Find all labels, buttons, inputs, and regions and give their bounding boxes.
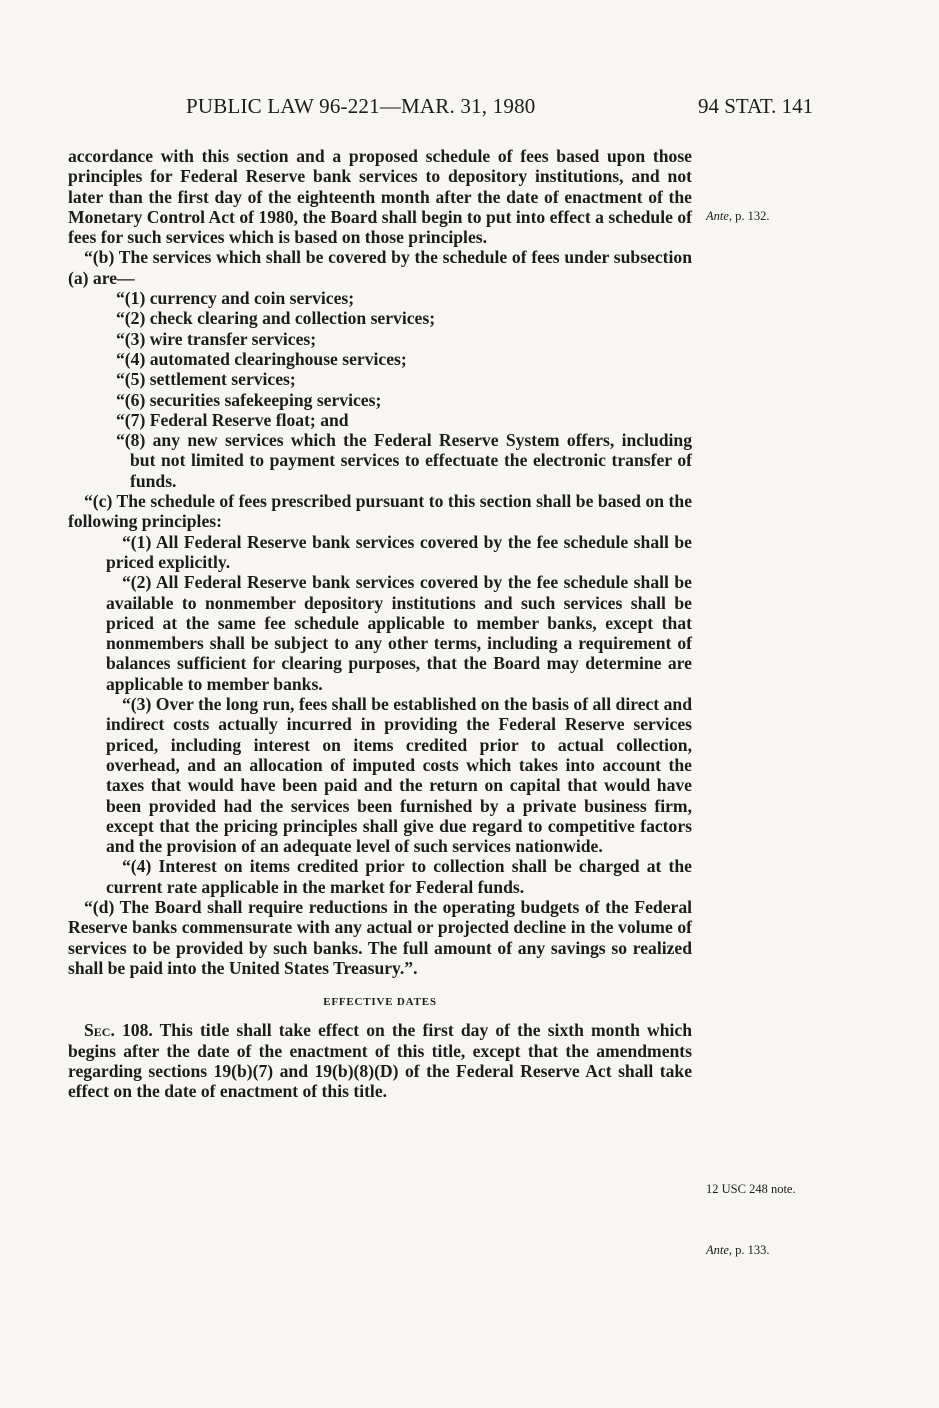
paragraph-c: “(c) The schedule of fees prescribed pursuant to this section shall be based on the following principles: bbox=[68, 491, 692, 532]
list-item: “(4) Interest on items credited prior to collection shall be charged at the current rate applicable in the market for Federal funds. bbox=[106, 856, 692, 897]
margin-note-ante-italic: Ante, bbox=[706, 209, 733, 223]
header-stat-page: 94 STAT. 141 bbox=[698, 94, 814, 118]
law-text-body bbox=[68, 146, 692, 1102]
margin-note-ante-italic: Ante, bbox=[706, 1243, 733, 1257]
paragraph-a-continuation: accordance with this section and a proposed schedule of fees based upon those principles for Federal Reserve bank services to depository institutions, and not later than the first day of the eighteenth month after the date of enactment of the Monetary Control Act of 1980, the Board shall begin to put into effect a schedule of fees for such services which is based on those principles. bbox=[68, 146, 692, 248]
paragraph-d: “(d) The Board shall require reductions in the operating budgets of the Federal Reserve banks commensurate with any actual or projected decline in the volume of services to be provided by such banks. The full amount of any savings so realized shall be paid into the United States Treasury.”. bbox=[68, 896, 692, 978]
section-108-paragraph bbox=[68, 1020, 692, 1101]
section-108-text: This title shall take effect on the first day of the sixth month which begins after the date of the enactment of this title, except that the amendments regarding sections 19(b)(7) and 19(b)(8)(D) of the Federal Reserve Act shall take effect on the date of enactment of this title. bbox=[68, 1020, 692, 1102]
list-item: “(2) check clearing and collection services; bbox=[116, 308, 436, 329]
list-item: “(1) All Federal Reserve bank services covered by the fee schedule shall be priced explicitly. bbox=[106, 531, 692, 572]
section-label: Sec. 108. bbox=[84, 1020, 153, 1041]
list-item: “(5) settlement services; bbox=[116, 369, 296, 390]
header-title: PUBLIC LAW 96-221—MAR. 31, 1980 bbox=[186, 94, 536, 118]
list-item: “(7) Federal Reserve float; and bbox=[116, 409, 349, 430]
margin-note-page: p. 133. bbox=[732, 1243, 770, 1257]
list-item: “(2) All Federal Reserve bank services covered by the fee schedule shall be available to nonmember depository institutions and such services shall be priced at the same fee schedule applicable to member banks, except that nonmembers shall be subject to any other terms, including a requirement of balances sufficient for clearing purposes, that the Board may determine are applicable to member banks. bbox=[106, 572, 692, 694]
margin-note-page: p. 132. bbox=[732, 209, 770, 223]
list-item: “(3) Over the long run, fees shall be established on the basis of all direct and indirect costs actually incurred in providing the Federal Reserve services priced, including interest on items credited prior to actual collection, overhead, and an allocation of imputed costs which takes into account the taxes that would have been paid and the return on capital that would have been provided had the services been furnished by a private business firm, except that the pricing principles shall give due regard to competitive factors and the provision of an adequate level of such services nationwide. bbox=[106, 694, 692, 857]
section-heading: EFFECTIVE DATES bbox=[323, 996, 437, 1009]
list-item: “(6) securities safekeeping services; bbox=[116, 389, 382, 410]
list-item: “(3) wire transfer services; bbox=[116, 328, 317, 349]
paragraph-b: “(b) The services which shall be covered by the schedule of fees under subsection (a) are— bbox=[68, 247, 692, 288]
page-header bbox=[0, 94, 939, 124]
list-item: “(4) automated clearinghouse services; bbox=[116, 348, 407, 369]
list-item: “(8) any new services which the Federal Reserve System offers, including but not limited to payment services to effectuate the electronic transfer of funds. bbox=[116, 430, 692, 491]
margin-note-ante-133 bbox=[706, 1243, 770, 1258]
list-item: “(1) currency and coin services; bbox=[116, 288, 355, 309]
margin-note-ante-132 bbox=[706, 209, 770, 224]
margin-note-usc: 12 USC 248 note. bbox=[706, 1182, 796, 1196]
